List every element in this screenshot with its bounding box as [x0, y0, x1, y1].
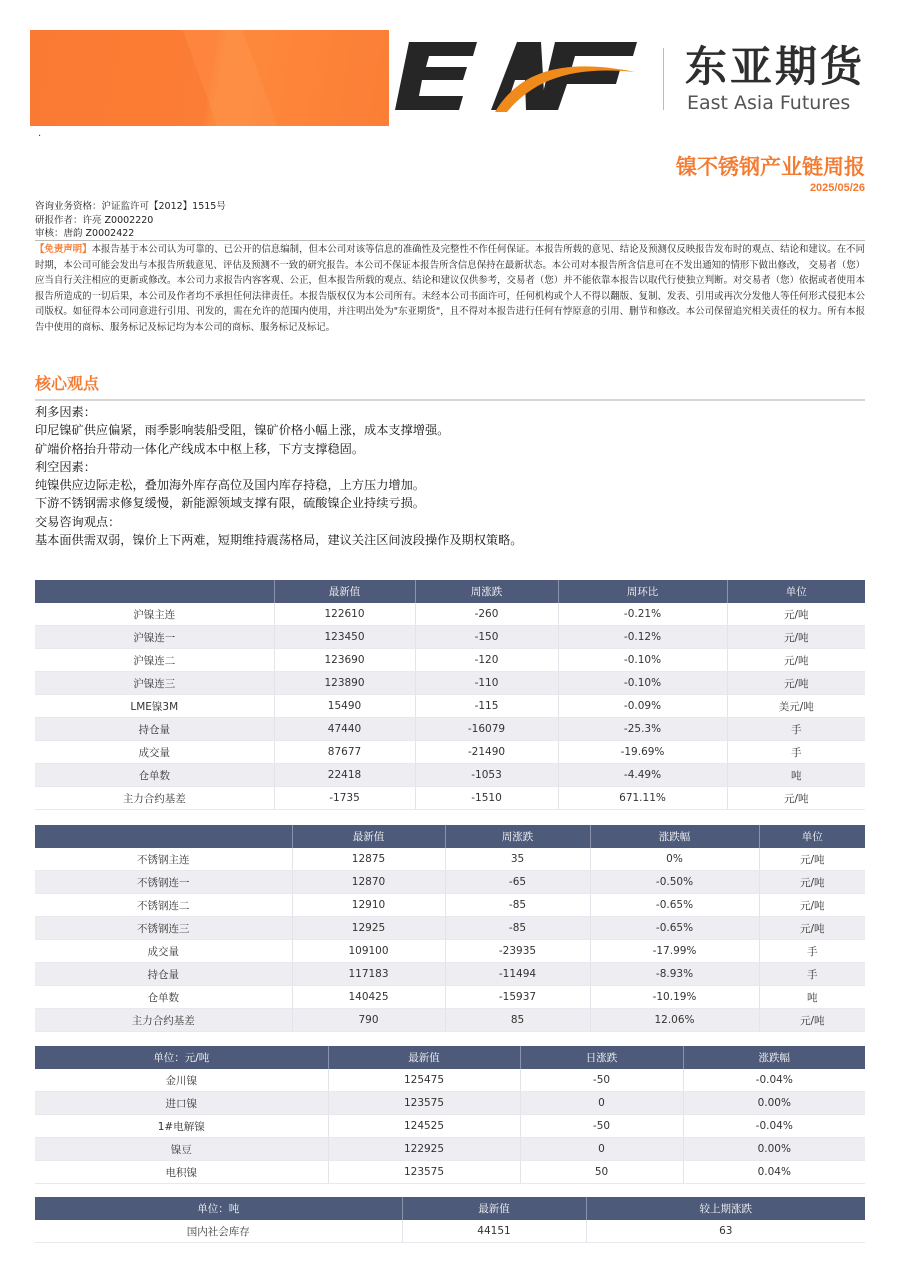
table-cell: -65	[445, 871, 590, 894]
table-row	[35, 649, 865, 672]
core-view-content	[35, 403, 523, 549]
table-cell: -150	[415, 626, 558, 649]
row-label: 成交量	[35, 741, 274, 764]
row-label: 国内社会库存	[35, 1220, 402, 1243]
row-label: 不锈钢主连	[35, 848, 292, 871]
table-cell: 125475	[328, 1069, 520, 1092]
table-cell: -8.93%	[590, 963, 759, 986]
table-cell: -85	[445, 894, 590, 917]
column-header: 最新值	[328, 1046, 520, 1069]
nickel-inventory-table	[35, 1197, 865, 1243]
table-cell: -11494	[445, 963, 590, 986]
table-cell: 790	[292, 1009, 445, 1032]
section-title-core-view: 核心观点	[35, 374, 100, 393]
table-cell: -0.65%	[590, 894, 759, 917]
row-label: 不锈钢连一	[35, 871, 292, 894]
table-cell: -15937	[445, 986, 590, 1009]
row-label: 沪镍主连	[35, 603, 274, 626]
table-row	[35, 1138, 865, 1161]
row-label: 进口镍	[35, 1092, 328, 1115]
table-cell: 12875	[292, 848, 445, 871]
row-label: 沪镍连三	[35, 672, 274, 695]
table-cell: -4.49%	[558, 764, 727, 787]
row-label: LME镍3M	[35, 695, 274, 718]
column-header: 涨跌幅	[590, 825, 759, 848]
table-cell: -1735	[274, 787, 415, 810]
table-cell: 元/吨	[759, 1009, 865, 1032]
table-cell: 50	[520, 1161, 683, 1184]
core-line: 交易咨询观点：	[35, 514, 121, 529]
table-cell: 0.04%	[683, 1161, 865, 1184]
column-header: 涨跌幅	[683, 1046, 865, 1069]
column-header	[35, 825, 292, 848]
header-banner	[30, 30, 389, 126]
table-cell: 123575	[328, 1092, 520, 1115]
table-row	[35, 963, 865, 986]
table-row	[35, 672, 865, 695]
table-cell: -16079	[415, 718, 558, 741]
table-cell: 140425	[292, 986, 445, 1009]
table-cell: 22418	[274, 764, 415, 787]
disclaimer-text: 本报告基于本公司认为可靠的、已公开的信息编制，但本公司对该等信息的准确性及完整性不作任何保证。本报告所载的意见、结论及预测仅反映报告发布时的观点、结论和建议。在不同时期，本公司可能会发出与本报告所载意见、评估及预测不一致的研究报告。本公司不保证本报告所含信息保持在最新状态。本公司对本报告所含信息可在不发出通知的情形下做出修改， 交易者（您）应当自行关注相应的更新或修改。本公司力求报告内容客观、公正，但本报告所载的观点、结论和建议仅供参考，交易者（您）并不能依靠本报告以取代行使独立判断。对交易者（您）依据或者使用本报告所造成的一切后果，本公司及作者均不承担任何法律责任。本报告版权仅为本公司所有。未经本公司书面许可，任何机构或个人不得以翻版、复制、发表、引用或再次分发他人等任何形式侵犯本公司版权。如征得本公司同意进行引用、刊发的，需在允许的范围内使用，并注明出处为"东亚期货"，且不得对本报告进行任何有悖原意的引用、删节和修改。本公司保留追究相关责任的权力。所有本报告中使用的商标、服务标记及标记均为本公司的商标、服务标记及标记。	[35, 244, 865, 333]
table-cell: 元/吨	[727, 603, 865, 626]
column-header: 单位	[759, 825, 865, 848]
report-title: 镍不锈钢产业链周报	[676, 156, 865, 179]
column-header: 周环比	[558, 580, 727, 603]
table-cell: -260	[415, 603, 558, 626]
table-cell: -21490	[415, 741, 558, 764]
column-header	[35, 580, 274, 603]
row-label: 持仓量	[35, 718, 274, 741]
table-cell: -0.12%	[558, 626, 727, 649]
table-cell: 35	[445, 848, 590, 871]
table-cell: -120	[415, 649, 558, 672]
table-cell: 12870	[292, 871, 445, 894]
table-row	[35, 718, 865, 741]
table-cell: -25.3%	[558, 718, 727, 741]
table-cell: 手	[759, 963, 865, 986]
table-cell: 0%	[590, 848, 759, 871]
table-row	[35, 986, 865, 1009]
table-row	[35, 1115, 865, 1138]
table-cell: -0.10%	[558, 672, 727, 695]
table-cell: -0.04%	[683, 1115, 865, 1138]
table-cell: -0.50%	[590, 871, 759, 894]
reviewer-line: 审核：唐韵 Z0002422	[35, 228, 135, 239]
column-header: 周涨跌	[445, 825, 590, 848]
table-cell: 元/吨	[759, 848, 865, 871]
table-cell: 123450	[274, 626, 415, 649]
table-cell: 124525	[328, 1115, 520, 1138]
table-header-row	[35, 825, 865, 848]
table-cell: 12.06%	[590, 1009, 759, 1032]
core-line: 基本面供需双弱，镍价上下两难，短期维持震荡格局，建议关注区间波段操作及期权策略。	[35, 533, 523, 548]
table-cell: 吨	[727, 764, 865, 787]
company-logo	[395, 40, 875, 118]
table-cell: 元/吨	[759, 894, 865, 917]
table-row	[35, 1161, 865, 1184]
table-cell: 117183	[292, 963, 445, 986]
table-cell: -0.04%	[683, 1069, 865, 1092]
table-cell: 12910	[292, 894, 445, 917]
table-row	[35, 787, 865, 810]
table-cell: -50	[520, 1069, 683, 1092]
table-cell: -110	[415, 672, 558, 695]
table-header-row	[35, 1046, 865, 1069]
table-cell: 87677	[274, 741, 415, 764]
table-cell: -50	[520, 1115, 683, 1138]
table-cell: 85	[445, 1009, 590, 1032]
column-header: 单位	[727, 580, 865, 603]
divider	[35, 240, 865, 241]
table-cell: 元/吨	[727, 787, 865, 810]
row-label: 沪镍连一	[35, 626, 274, 649]
table-row	[35, 764, 865, 787]
license-line: 咨询业务资格：沪证监许可【2012】1515号	[35, 201, 226, 212]
table-cell: 123890	[274, 672, 415, 695]
table-cell: 122925	[328, 1138, 520, 1161]
core-line: 利多因素：	[35, 405, 96, 419]
table-header-row	[35, 1197, 865, 1220]
row-label: 仓单数	[35, 764, 274, 787]
table-cell: 123575	[328, 1161, 520, 1184]
table-cell: 63	[586, 1220, 865, 1243]
row-label: 金川镍	[35, 1069, 328, 1092]
table-cell: 122610	[274, 603, 415, 626]
row-label: 镍豆	[35, 1138, 328, 1161]
core-line: 矿端价格抬升带动一体化产线成本中枢上移，下方支撑稳固。	[35, 441, 365, 456]
table-cell: -85	[445, 917, 590, 940]
table-header-row	[35, 580, 865, 603]
column-header: 单位：元/吨	[35, 1046, 328, 1069]
row-label: 沪镍连二	[35, 649, 274, 672]
table-cell: 元/吨	[759, 917, 865, 940]
table-row	[35, 871, 865, 894]
row-label: 仓单数	[35, 986, 292, 1009]
table-row	[35, 1009, 865, 1032]
nickel-spot-table	[35, 1046, 865, 1184]
column-header: 单位：吨	[35, 1197, 402, 1220]
table-cell: 元/吨	[727, 672, 865, 695]
table-cell: -1053	[415, 764, 558, 787]
column-header: 较上期涨跌	[586, 1197, 865, 1220]
core-line: 纯镍供应边际走松，叠加海外库存高位及国内库存持稳，上方压力增加。	[35, 478, 425, 493]
table-cell: 0	[520, 1138, 683, 1161]
table-cell: -10.19%	[590, 986, 759, 1009]
table-cell: -0.21%	[558, 603, 727, 626]
table-cell: 吨	[759, 986, 865, 1009]
row-label: 不锈钢连三	[35, 917, 292, 940]
table-row	[35, 1069, 865, 1092]
table-cell: -0.65%	[590, 917, 759, 940]
table-cell: 47440	[274, 718, 415, 741]
table-row	[35, 695, 865, 718]
core-line: 下游不锈钢需求修复缓慢，新能源领域支撑有限，硫酸镍企业持续亏损。	[35, 496, 425, 511]
table-row	[35, 917, 865, 940]
table-cell: -0.10%	[558, 649, 727, 672]
core-line: 利空因素：	[35, 459, 96, 474]
table-row	[35, 940, 865, 963]
table-cell: 美元/吨	[727, 695, 865, 718]
column-header: 最新值	[402, 1197, 586, 1220]
row-label: 不锈钢连二	[35, 894, 292, 917]
table-cell: 元/吨	[759, 871, 865, 894]
table-cell: 15490	[274, 695, 415, 718]
table-cell: -23935	[445, 940, 590, 963]
brand-name-en: East Asia Futures	[687, 92, 851, 114]
table-cell: -19.69%	[558, 741, 727, 764]
table-cell: -115	[415, 695, 558, 718]
table-cell: 123690	[274, 649, 415, 672]
row-label: 1#电解镍	[35, 1115, 328, 1138]
row-label: 持仓量	[35, 963, 292, 986]
row-label: 电积镍	[35, 1161, 328, 1184]
column-header: 最新值	[292, 825, 445, 848]
table-cell: 671.11%	[558, 787, 727, 810]
table-cell: 0	[520, 1092, 683, 1115]
table-cell: 手	[759, 940, 865, 963]
stainless-futures-table	[35, 825, 865, 1032]
row-label: 成交量	[35, 940, 292, 963]
report-meta	[35, 200, 226, 241]
author-line: 研报作者：许亮 Z0002220	[35, 214, 154, 226]
report-date: 2025/05/26	[809, 182, 865, 194]
table-row	[35, 603, 865, 626]
table-cell: -1510	[415, 787, 558, 810]
row-label: 主力合约基差	[35, 1009, 292, 1032]
disclaimer-tag: 【免责声明】	[35, 244, 92, 255]
table-cell: 109100	[292, 940, 445, 963]
column-header: 周涨跌	[415, 580, 558, 603]
table-cell: 44151	[402, 1220, 586, 1243]
table-cell: -0.09%	[558, 695, 727, 718]
table-row	[35, 1092, 865, 1115]
table-cell: 12925	[292, 917, 445, 940]
table-cell: 手	[727, 741, 865, 764]
table-row	[35, 626, 865, 649]
column-header: 日涨跌	[520, 1046, 683, 1069]
table-row	[35, 1220, 865, 1243]
table-cell: 手	[727, 718, 865, 741]
stray-dot: .	[38, 128, 42, 139]
brand-name-cn: 东亚期货	[685, 42, 866, 91]
core-line: 印尼镍矿供应偏紧，雨季影响装船受阻，镍矿价格小幅上涨，成本支撑增强。	[35, 423, 450, 438]
table-cell: -17.99%	[590, 940, 759, 963]
table-cell: 元/吨	[727, 626, 865, 649]
table-cell: 0.00%	[683, 1092, 865, 1115]
table-cell: 0.00%	[683, 1138, 865, 1161]
nickel-futures-table	[35, 580, 865, 810]
row-label: 主力合约基差	[35, 787, 274, 810]
logo-divider	[663, 48, 664, 110]
table-row	[35, 848, 865, 871]
table-row	[35, 894, 865, 917]
table-row	[35, 741, 865, 764]
table-cell: 元/吨	[727, 649, 865, 672]
eaf-logo-mark-icon	[395, 40, 640, 112]
disclaimer	[35, 242, 865, 336]
column-header: 最新值	[274, 580, 415, 603]
section-divider	[35, 399, 865, 401]
